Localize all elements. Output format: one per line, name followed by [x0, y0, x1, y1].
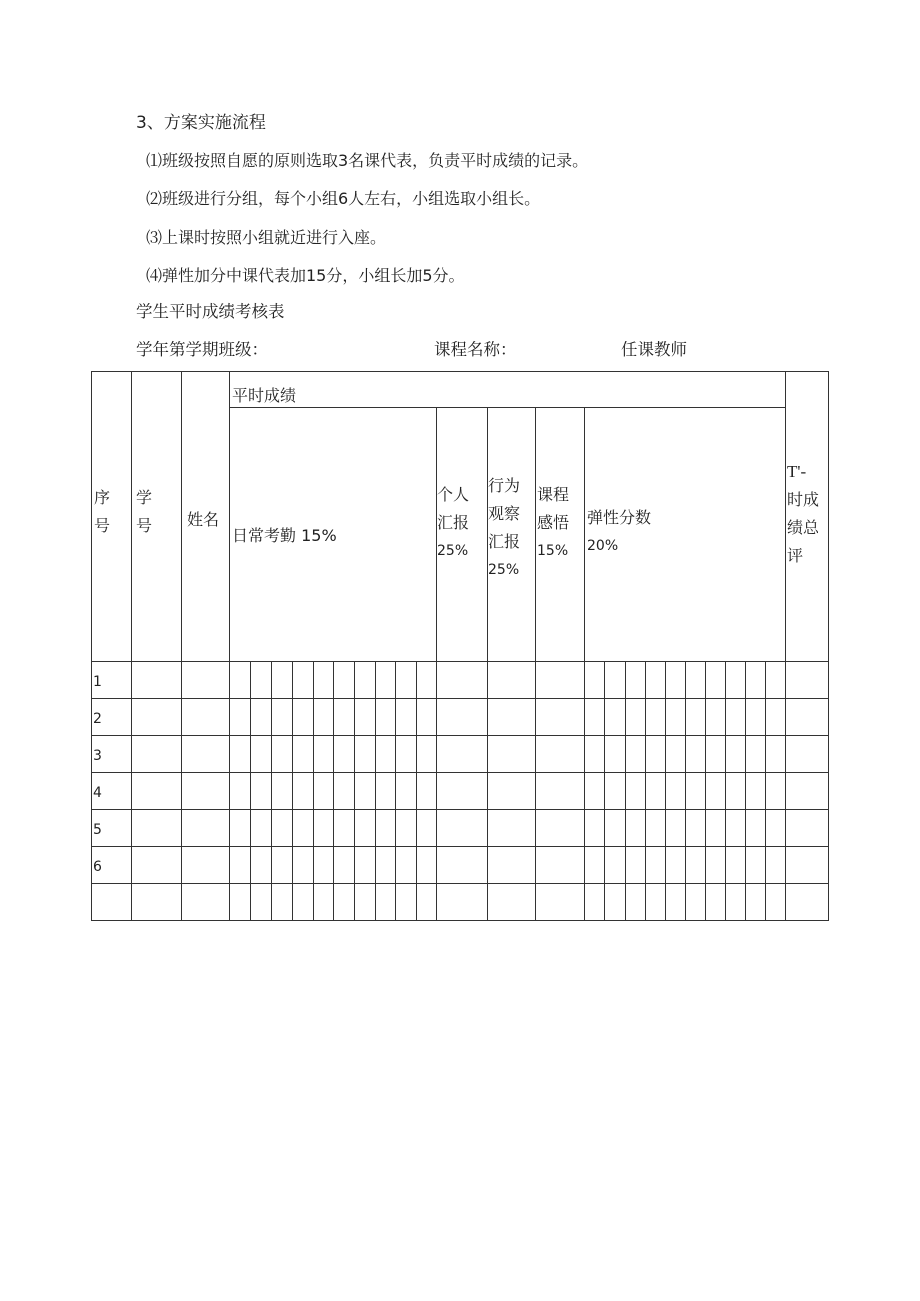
col-bonus-line-2: 20%	[587, 538, 619, 554]
col-observe-line-1: 行为	[488, 476, 521, 495]
group-header-label: 平时成绩	[232, 386, 297, 405]
col-insight-header	[537, 481, 569, 565]
table-title: 学生平时成绩考核表	[136, 302, 285, 321]
col-bonus-line-1: 弹性分数	[587, 508, 652, 527]
teacher-label: 任课教师	[621, 340, 687, 359]
col-seq-header	[94, 484, 110, 540]
col-id-char-1: 学	[136, 488, 153, 507]
term-class-label: 学年第学期班级：	[136, 340, 268, 359]
row-number-1: 1	[93, 674, 102, 690]
step-1: ⑴班级按照自愿的原则选取3名课代表，负责平时成绩的记录。	[146, 151, 589, 170]
step-4: ⑷弹性加分中课代表加15分，小组长加5分。	[146, 266, 465, 285]
section-title: 3、方案实施流程	[136, 113, 266, 133]
col-insight-line-1: 课程	[537, 485, 570, 504]
table-border	[92, 372, 829, 921]
col-bonus-header	[587, 504, 651, 560]
course-name-label: 课程名称：	[434, 340, 517, 359]
col-id-char-2: 号	[136, 516, 153, 535]
row-number-2: 2	[93, 711, 102, 727]
col-observe-line-4: 25%	[488, 562, 520, 578]
col-observe-line-2: 观察	[488, 504, 521, 523]
col-seq-char-1: 序	[94, 488, 111, 507]
col-total-line-3: 绩总	[787, 518, 820, 537]
col-report-header	[437, 481, 469, 565]
row-number-3: 3	[93, 748, 102, 764]
col-total-header	[787, 458, 819, 570]
col-total-line-1: T'-	[787, 462, 807, 481]
col-total-line-4: 评	[787, 546, 804, 565]
step-2: ⑵班级进行分组，每个小组6人左右，小组选取小组长。	[146, 189, 541, 208]
col-observe-line-3: 汇报	[488, 532, 521, 551]
col-total-line-2: 时成	[787, 490, 820, 509]
col-id-header	[136, 484, 152, 540]
col-insight-line-3: 15%	[537, 543, 569, 559]
row-number-6: 6	[93, 859, 102, 875]
col-observe-header	[488, 472, 520, 584]
step-3: ⑶上课时按照小组就近进行入座。	[146, 228, 387, 247]
col-report-line-2: 汇报	[437, 513, 470, 532]
col-insight-line-2: 感悟	[537, 513, 570, 532]
row-number-4: 4	[93, 785, 102, 801]
col-seq-char-2: 号	[94, 516, 111, 535]
row-number-5: 5	[93, 822, 102, 838]
col-report-line-3: 25%	[437, 543, 469, 559]
col-name-header: 姓名	[187, 510, 220, 529]
col-attendance-header: 日常考勤 15%	[232, 526, 337, 545]
col-report-line-1: 个人	[437, 485, 470, 504]
